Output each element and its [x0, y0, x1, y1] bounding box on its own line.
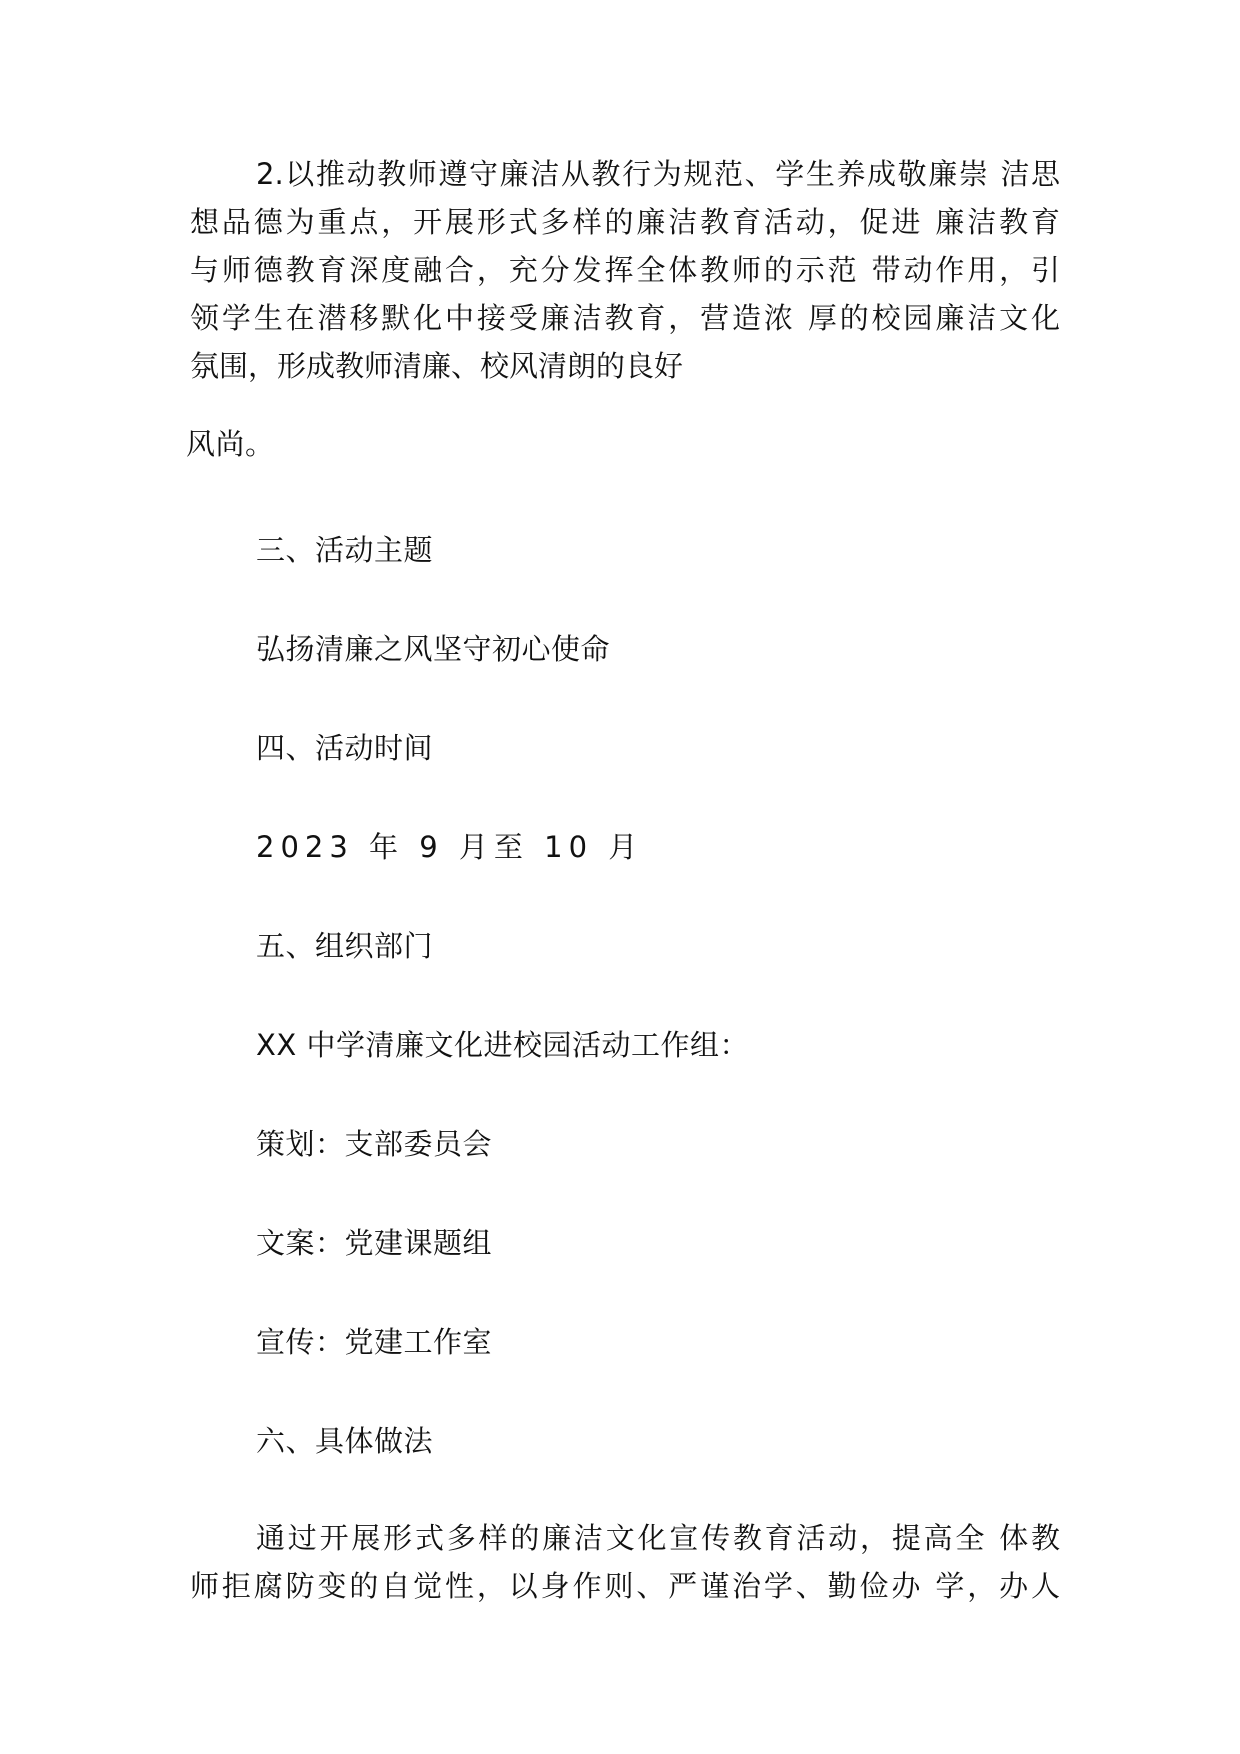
section-heading-methods: 六、具体做法: [256, 1424, 434, 1458]
paragraph-line: 想品德为重点，开展形式多样的廉洁教育活动，促进 廉洁教育: [190, 205, 1060, 239]
paragraph-methods: [190, 1514, 1060, 1610]
paragraph-goal-2: [190, 150, 1060, 390]
paragraph-line: 通过开展形式多样的廉洁文化宣传教育活动，提高全 体教: [256, 1521, 1060, 1555]
paragraph-line: 与师德教育深度融合，充分发挥全体教师的示范 带动作用，引: [190, 253, 1060, 287]
activity-date: 2023 年 9 月至 10 月: [256, 830, 644, 864]
paragraph-line: 氛围，形成教师清廉、校风清朗的良好: [190, 349, 684, 383]
organizer-item-planning: 策划：支部委员会: [256, 1127, 493, 1161]
organizer-item-copywriting: 文案：党建课题组: [256, 1226, 493, 1260]
theme-text: 弘扬清廉之风坚守初心使命: [256, 632, 611, 666]
section-heading-time: 四、活动时间: [256, 731, 434, 765]
paragraph-line: 领学生在潜移默化中接受廉洁教育，营造浓 厚的校园廉洁文化: [190, 301, 1060, 335]
paragraph-line: 2.以推动教师遵守廉洁从教行为规范、学生养成敬廉崇 洁思: [256, 157, 1060, 191]
organizer-item-publicity: 宣传：党建工作室: [256, 1325, 493, 1359]
paragraph-line: 师拒腐防变的自觉性，以身作则、严谨治学、勤俭办 学，办人: [190, 1569, 1060, 1603]
paragraph-tail: 风尚。: [186, 427, 275, 461]
section-heading-organizers: 五、组织部门: [256, 929, 434, 963]
working-group-title: XX 中学清廉文化进校园活动工作组：: [256, 1028, 749, 1062]
section-heading-theme: 三、活动主题: [256, 533, 434, 567]
